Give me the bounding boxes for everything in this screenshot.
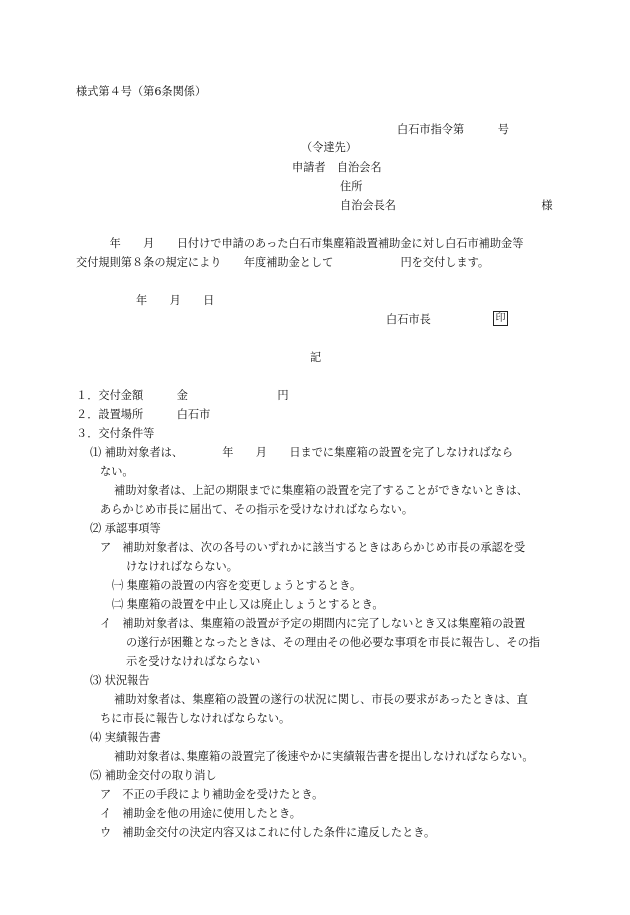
form-label: 様式第４号（第6条関係） (76, 85, 207, 98)
condition-2-b-line1: イ 補助対象者は、集塵箱の設置が予定の期間内に完了しないとき又は集塵箱の設置 (100, 617, 526, 630)
address-label: 住所 (340, 180, 363, 193)
condition-5-title: ⑸ 補助金交付の取り消し (90, 769, 217, 782)
condition-1-para1: 補助対象者は、上記の期限までに集塵箱の設置を完了することができないときは、 (114, 484, 528, 497)
condition-2-a-line2: けなければならない。 (126, 560, 238, 573)
applicant-row: 申請者 自治会名 (292, 161, 382, 174)
condition-3-para2: ちに市長に報告しなければならない。 (100, 712, 291, 725)
condition-5-a: ア 不正の手段により補助金を受けたとき。 (100, 788, 324, 801)
condition-5-b: イ 補助金を他の用途に使用したとき。 (100, 807, 301, 820)
issuer-name: 白石市長 (386, 313, 431, 326)
body-text-line1: 年 月 日付けで申請のあった白石市集塵箱設置補助金に対し白石市補助金等 (76, 237, 524, 250)
condition-1-para2: あらかじめ市長に届出て、その指示を受けなければならない。 (100, 503, 414, 516)
condition-3-para1: 補助対象者は、集塵箱の設置の遂行の状況に関し、市長の要求があったときは、直 (114, 693, 528, 706)
condition-2-a-line1: ア 補助対象者は、次の各号のいずれかに該当するときはあらかじめ市長の承認を受 (100, 541, 526, 554)
issue-date: 年 月 日 (136, 294, 215, 307)
condition-2-a-item1: ㈠ 集塵箱の設置の内容を変更しょうとするとき。 (112, 579, 362, 592)
item-location: ２．設置場所 白石市 (76, 408, 211, 421)
condition-2-b-line3: 示を受けなければならない (126, 655, 261, 668)
condition-2-title: ⑵ 承認事項等 (90, 522, 161, 535)
ki-heading: 記 (310, 351, 322, 364)
body-text-line2: 交付規則第８条の規定により 年度補助金として 円を交付します。 (76, 256, 490, 269)
chairman-row: 自治会長名 様 (340, 199, 553, 212)
item-amount: １．交付金額 金 円 (76, 389, 289, 402)
condition-3-title: ⑶ 状況報告 (90, 674, 150, 687)
condition-5-c: ウ 補助金交付の決定内容又はこれに付した条件に違反したとき。 (100, 826, 436, 839)
item-conditions: ３．交付条件等 (76, 427, 155, 440)
doc-number: 白石市指令第 号 (397, 123, 509, 136)
condition-1-cont: ない。 (100, 465, 134, 478)
condition-2-b-line2: の遂行が困難となったときは、その理由その他必要な事項を市長に報告し、その指 (126, 636, 540, 649)
condition-4-title: ⑷ 実績報告書 (90, 731, 161, 744)
condition-2-a-item2: ㈡ 集塵箱の設置を中止し又は廃止しょうとするとき。 (112, 598, 384, 611)
condition-1-title: ⑴ 補助対象者は、 年 月 日までに集塵箱の設置を完了しなければなら (90, 446, 514, 459)
seal-mark: 印 (493, 311, 508, 326)
recipient-note: （令達先） (301, 141, 357, 154)
condition-4-para1: 補助対象者は､集塵箱の設置完了後速やかに実績報告書を提出しなければならない。 (114, 750, 534, 763)
